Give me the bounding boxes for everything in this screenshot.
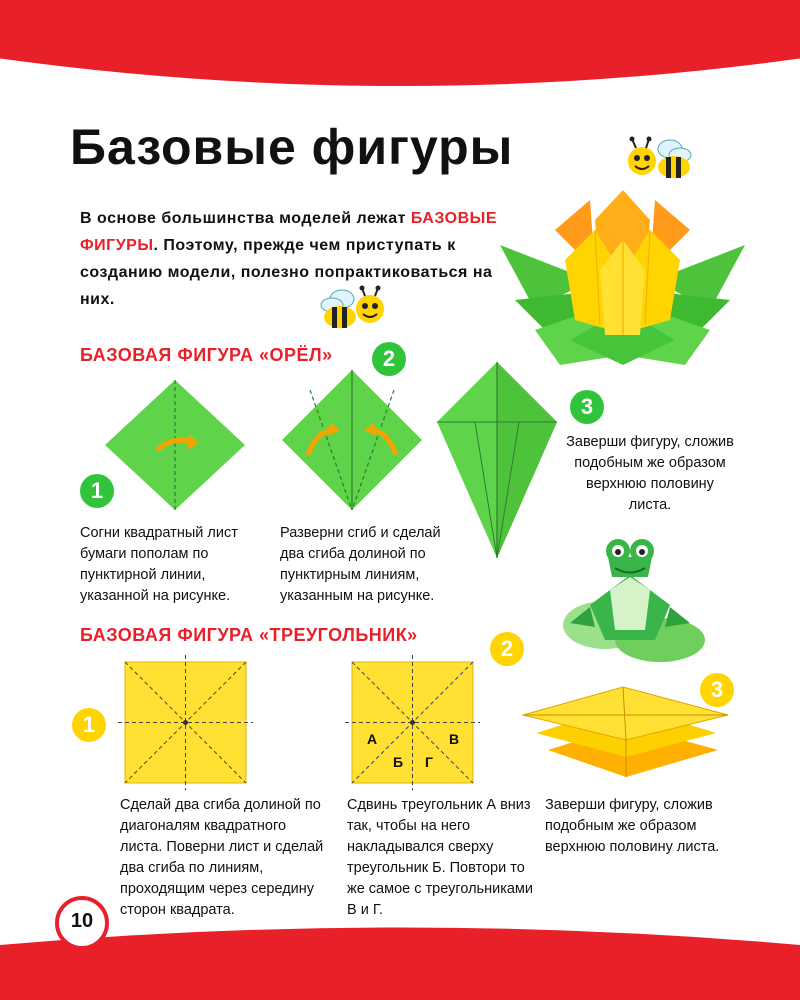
triangle-section-heading: БАЗОВАЯ ФИГУРА «ТРЕУГОЛЬНИК» (80, 625, 418, 645)
intro-text-end: . Поэтому, прежде чем приступать к созданию модели, полезно попрактиковаться на них. (80, 237, 493, 308)
page-title: Базовые фигуры (70, 119, 514, 175)
intro-text-start: В основе большинства моделей лежат (80, 210, 411, 227)
eagle-step1-badge: 1 (80, 474, 114, 508)
intro-highlight: БАЗОВЫЕ ФИГУРЫ (80, 210, 497, 254)
triangle-step3-badge: 3 (700, 673, 734, 707)
page-number: 10 (55, 896, 109, 950)
bee-illustration-top (622, 135, 694, 185)
top-red-band (0, 0, 800, 100)
eagle-section-heading: БАЗОВАЯ ФИГУРА «ОРЁЛ» (80, 345, 333, 365)
lotus-illustration (495, 190, 750, 370)
triangle-label-a: А (367, 731, 378, 747)
eagle-step3-caption: Заверши фигуру, сложив подобным же образом верхнюю половину листа. (566, 434, 734, 513)
triangle-step2-badge: 2 (490, 632, 524, 666)
bee-illustration-middle (318, 285, 390, 335)
eagle-step2-badge: 2 (372, 342, 406, 376)
triangle-step3-caption: Заверши фигуру, сложив подобным же образом верхнюю половину листа. (545, 797, 720, 855)
triangle-label-v: В (449, 731, 460, 747)
eagle-step2-diagram (280, 370, 425, 510)
triangle-step1-badge: 1 (72, 708, 106, 742)
eagle-step1-diagram (105, 380, 245, 510)
frog-illustration (560, 535, 710, 665)
intro-text (80, 205, 510, 313)
triangle-step1-diagram (118, 655, 253, 790)
eagle-step1-caption: Согни квадратный лист бумаги пополам по пунктирной линии, указанной на рисунке. (80, 525, 238, 604)
triangle-label-g: Г (425, 754, 433, 770)
eagle-step3-badge: 3 (570, 390, 604, 424)
bottom-red-band (0, 915, 800, 1000)
triangle-label-b: Б (393, 754, 404, 770)
triangle-step3-diagram (518, 685, 733, 780)
triangle-step2-caption: Сдвинь треугольник А вниз так, чтобы на него накладывался сверху треугольник Б. Повтори то же самое с треугольниками В и Г. (347, 797, 534, 918)
triangle-step1-caption: Сделай два сгиба долиной по диагоналям квадратного листа. Поверни лист и сделай два сгиба по линиям, проходящим через середину сторон квадрата. (120, 797, 324, 918)
eagle-step3-diagram (435, 360, 560, 560)
triangle-step2-diagram (345, 655, 480, 790)
eagle-step2-caption: Разверни сгиб и сделай два сгиба долиной по пунктирным линиям, указанным на рисунке. (280, 525, 441, 604)
